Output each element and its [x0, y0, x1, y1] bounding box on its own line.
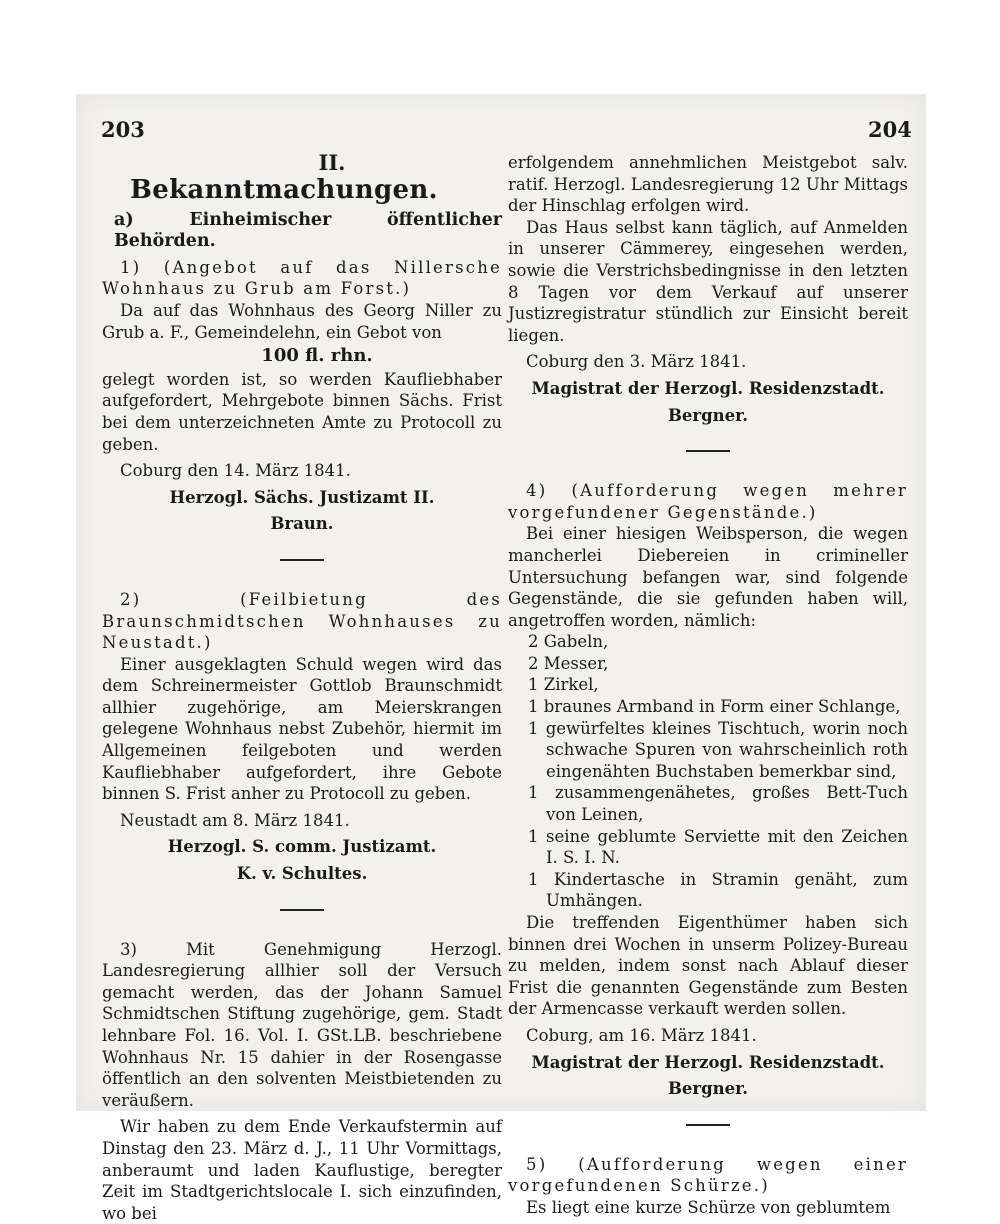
notice-4-place-date: Coburg, am 16. März 1841. [526, 1025, 757, 1045]
notice-3-text-cont: Wir haben zu dem Ende Verkaufstermin auf Dinstag den 23. März d. J., 11 Uhr Vormittags, anberaumt und laden Kauflustige, beregter Zeit im Stadtgerichtslocale I. sich einzufinden, wo bei [102, 1117, 502, 1223]
notice-3-text: 3) Mit Genehmigung Herzogl. Landesregierung allhier soll der Versuch gemacht werden, das der Johann Samuel Schmidtschen Stiftung zugehörige, gem. Stadt lehnbare Fol. 16. Vol. I. GSt.LB. beschriebene Wohnhaus Nr. 15 dahier in der Rosengasse öffentlich an den solventen Meistbietenden zu veräußern. [102, 939, 502, 1110]
notice-2-place-date: Neustadt am 8. März 1841. [120, 810, 350, 830]
divider [280, 559, 324, 561]
notice-3-house-text: Das Haus selbst kann täglich, auf Anmelden in unserer Cämmerey, eingesehen werden, sowie die Verstrichsbedingnisse in den letzten 8 Tagen vor dem Verkauf auf unserer Justizregistratur stündlich zur Einsicht bereit liegen. [508, 217, 908, 345]
notice-1-amount: 100 fl. rhn. [261, 345, 373, 367]
notice-2-signature: K. v. Schultes. [236, 864, 368, 884]
notice-1-signature: Braun. [270, 514, 334, 534]
notice-1-place-date: Coburg den 14. März 1841. [120, 461, 351, 481]
divider [686, 450, 730, 452]
list-item: 2 Gabeln, [528, 632, 609, 652]
notice-2-authority: Herzogl. S. comm. Justizamt. [167, 837, 437, 857]
divider [686, 1124, 730, 1126]
list-item: 1 zusammengenähetes, großes Bett-Tuch von Leinen, [528, 783, 908, 825]
list-item: 1 seine geblumte Serviette mit den Zeichen I. S. I. N. [528, 826, 908, 868]
list-item: 2 Messer, [528, 653, 609, 673]
page-number-left: 203 [101, 117, 145, 142]
list-item: 1 Zirkel, [528, 675, 599, 695]
list-item: 1 gewürfeltes kleines Tischtuch, worin noch schwache Spuren von wahrscheinlich roth eingenähten Buchstaben bemerkbar sind, [528, 718, 908, 781]
section-roman-numeral: II. [318, 150, 346, 175]
divider [280, 909, 324, 911]
notice-5-text: Es liegt eine kurze Schürze von geblumtem [526, 1197, 891, 1217]
notice-3-continuation: erfolgendem annehmlichen Meistgebot salv. ratif. Herzogl. Landesregierung 12 Uhr Mittags der Hinschlag erfolgen wird. [508, 153, 908, 216]
notice-1-authority: Herzogl. Sächs. Justizamt II. [169, 487, 435, 507]
found-items-list [528, 631, 908, 912]
notice-4-text-cont: Die treffenden Eigenthümer haben sich binnen drei Wochen in unserm Polizey-Bureau zu melden, indem sonst nach Ablauf dieser Frist die genannten Gegenstände zum Besten der Armencasse verkauft werden sollen. [508, 913, 908, 1019]
notice-4-signature: Bergner. [667, 1079, 749, 1099]
notice-2-title: 2) (Feilbietung des Braunschmidtschen Wohnhauses zu Neustadt.) [102, 589, 502, 653]
left-column [102, 152, 502, 1224]
notice-1-title: 1) (Angebot auf das Nillersche Wohnhaus zu Grub am Forst.) [102, 257, 502, 299]
notice-1-text: Da auf das Wohnhaus des Georg Niller zu Grub a. F., Gemeindelehn, ein Gebot von [102, 300, 502, 342]
notice-4-text: Bei einer hiesigen Weibsperson, die wegen mancherlei Diebereien in crimineller Untersuchung befangen war, sind folgende Gegenstände, die sie gefunden haben will, angetroffen worden, nämlich: [508, 524, 908, 630]
list-item: 1 Kindertasche in Stramin genäht, zum Umhängen. [528, 869, 908, 911]
notice-2-text: Einer ausgeklagten Schuld wegen wird das dem Schreinermeister Gottlob Braunschmidt allhier zugehörige, am Meierskrangen gelegene Wohnhaus nebst Zubehör, hiermit im Allgemeinen feilgeboten und werden Kaufliebhaber aufgefordert, ihre Gebote binnen S. Frist anher zu Protocoll zu geben. [102, 654, 502, 804]
notice-1-text-cont: gelegt worden ist, so werden Kaufliebhaber aufgefordert, Mehrgebote binnen Sächs. Frist bei dem unterzeichneten Amte zu Protocoll zu geben. [102, 369, 502, 454]
section-title: Bekanntmachungen. [130, 175, 438, 205]
notice-4-authority: Magistrat der Herzogl. Residenzstadt. [531, 1052, 885, 1072]
notice-5-title: 5) (Aufforderung wegen einer vorgefundenen Schürze.) [508, 1154, 908, 1196]
notice-3-signature: Bergner. [667, 405, 749, 425]
notice-3-place-date: Coburg den 3. März 1841. [526, 352, 747, 372]
page-number-right: 204 [868, 117, 912, 142]
right-column [508, 152, 908, 1219]
subsection-title: a) Einheimischer öffentlicher Behörden. [114, 209, 502, 252]
list-item: 1 braunes Armband in Form einer Schlange, [528, 697, 901, 717]
notice-4-title: 4) (Aufforderung wegen mehrer vorgefundener Gegenstände.) [508, 481, 908, 522]
notice-3-authority: Magistrat der Herzogl. Residenzstadt. [531, 378, 885, 398]
